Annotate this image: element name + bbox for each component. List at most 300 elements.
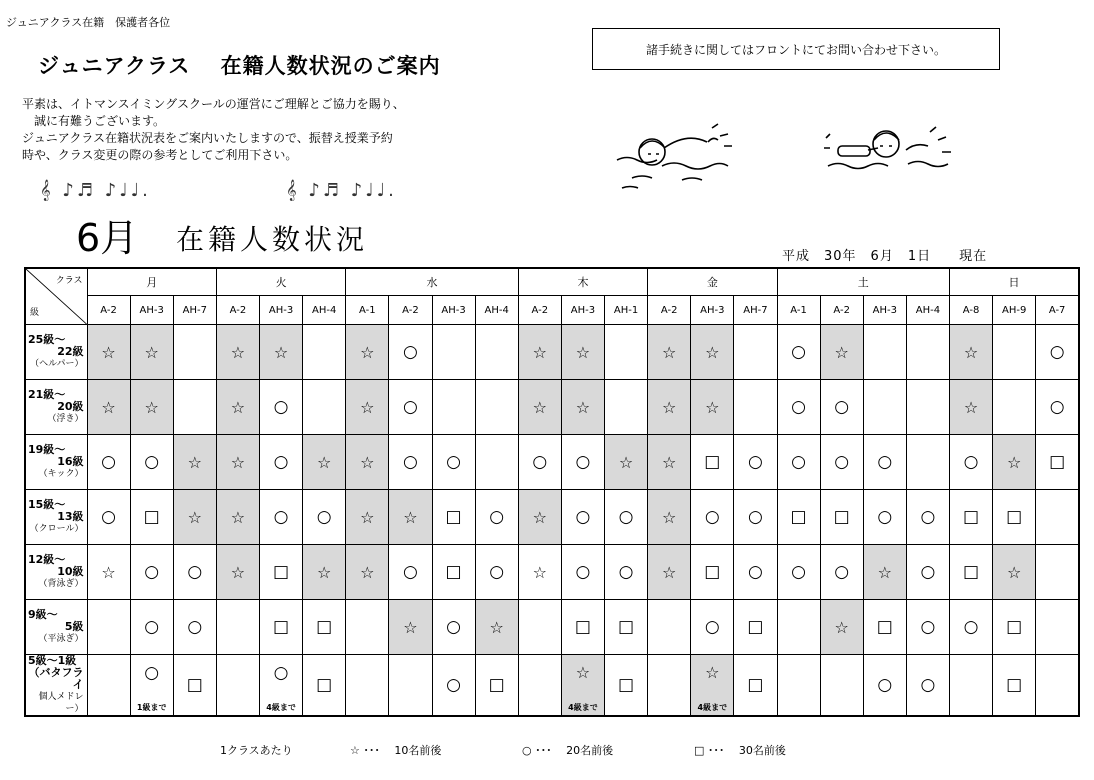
status-symbol: ☆ (360, 342, 375, 362)
status-symbol: ○ (920, 675, 936, 695)
status-cell (475, 655, 518, 717)
status-cell (216, 655, 259, 717)
status-cell (518, 655, 561, 717)
status-symbol: ☆ (403, 617, 418, 637)
status-cell (303, 325, 346, 380)
status-cell (216, 490, 259, 545)
status-cell (561, 435, 604, 490)
status-symbol: ☆ (317, 562, 332, 582)
status-cell (303, 435, 346, 490)
level-label (25, 490, 87, 545)
status-cell (820, 490, 863, 545)
status-symbol: ○ (273, 507, 289, 527)
status-cell (173, 600, 216, 655)
level-label-line: 25級～ (28, 333, 66, 346)
status-symbol: ☆ (532, 397, 547, 417)
music-notes-decoration: 𝄞 ♪♬ ♪♩♩. (40, 180, 151, 201)
level-label-line: （背泳ぎ） (38, 579, 84, 589)
status-symbol: ☆ (705, 397, 720, 417)
status-cell (130, 325, 173, 380)
class-header: A-2 (87, 296, 130, 325)
status-symbol: ○ (877, 507, 893, 527)
level-label-line: 19級～ (28, 443, 66, 456)
status-cell (475, 435, 518, 490)
status-cell (561, 655, 604, 717)
music-notes-decoration: 𝄞 ♪♬ ♪♩♩. (286, 180, 397, 201)
status-cell (518, 380, 561, 435)
status-symbol: □ (186, 675, 203, 695)
status-symbol: □ (704, 562, 721, 582)
status-symbol: ○ (575, 452, 591, 472)
level-label-line: 21級～ (28, 388, 66, 401)
status-cell (863, 545, 906, 600)
status-cell (346, 490, 389, 545)
level-label-line: 16級 (57, 455, 84, 468)
status-cell (648, 380, 691, 435)
status-cell (777, 655, 820, 717)
status-cell (820, 435, 863, 490)
day-header: 木 (518, 268, 647, 296)
level-label-line: （クロール） (29, 524, 84, 534)
day-header: 月 (87, 268, 216, 296)
level-limit-note: 4級まで (568, 703, 598, 712)
status-symbol: ○ (877, 452, 893, 472)
table-row (25, 380, 1079, 435)
status-cell (260, 545, 303, 600)
status-cell (863, 600, 906, 655)
status-cell (173, 435, 216, 490)
status-symbol: ○ (101, 507, 116, 527)
status-symbol: □ (445, 562, 462, 582)
level-label-line: 15級～ (28, 498, 66, 511)
status-cell (260, 435, 303, 490)
status-cell (346, 655, 389, 717)
class-header: AH-3 (260, 296, 303, 325)
status-cell (173, 490, 216, 545)
status-cell (734, 490, 777, 545)
status-cell (87, 435, 130, 490)
class-header: A-2 (518, 296, 561, 325)
day-header: 水 (346, 268, 519, 296)
notice-text: 諸手続きに関してはフロントにてお問い合わせ下さい。 (645, 42, 946, 57)
status-cell (820, 380, 863, 435)
status-cell (130, 655, 173, 717)
status-symbol: □ (876, 617, 893, 637)
status-symbol: ○ (446, 617, 461, 637)
status-title: 在籍人数状況 (176, 223, 369, 256)
status-cell (475, 600, 518, 655)
status-cell (648, 545, 691, 600)
status-cell (820, 655, 863, 717)
status-cell (216, 380, 259, 435)
legend-circle: ○ ･･･ 20名前後 (522, 744, 614, 757)
level-label (25, 380, 87, 435)
status-cell (303, 600, 346, 655)
status-symbol: ☆ (1007, 562, 1022, 582)
status-symbol: ☆ (705, 663, 720, 682)
status-symbol: □ (488, 675, 505, 695)
status-symbol: □ (273, 617, 290, 637)
level-label (25, 545, 87, 600)
status-cell (260, 600, 303, 655)
level-limit-note: 4級まで (266, 703, 296, 712)
status-cell (389, 435, 432, 490)
level-label-line: 個人メドレー） (38, 692, 84, 714)
status-symbol: ○ (1049, 397, 1065, 417)
status-symbol: ○ (403, 452, 418, 472)
status-cell (993, 435, 1036, 490)
status-cell (518, 325, 561, 380)
status-symbol: □ (747, 617, 764, 637)
status-cell (691, 325, 734, 380)
status-cell (820, 545, 863, 600)
status-symbol: ○ (877, 675, 893, 695)
status-cell (691, 380, 734, 435)
level-label (25, 600, 87, 655)
status-symbol: ☆ (273, 342, 289, 362)
status-symbol: ☆ (532, 507, 547, 527)
status-cell (950, 655, 993, 717)
status-symbol: ☆ (662, 452, 677, 472)
status-cell (863, 380, 906, 435)
status-cell (906, 600, 949, 655)
status-symbol: □ (1006, 507, 1023, 527)
status-cell (475, 545, 518, 600)
status-symbol: ☆ (144, 342, 159, 362)
status-cell (87, 325, 130, 380)
level-label-line: （ヘルパー） (30, 359, 84, 369)
status-symbol: □ (618, 675, 635, 695)
status-cell (605, 655, 648, 717)
enrollment-table (24, 267, 1080, 717)
status-symbol: ☆ (705, 342, 720, 362)
status-cell (777, 490, 820, 545)
status-symbol: ○ (575, 562, 591, 582)
level-label (25, 655, 87, 717)
status-symbol: ○ (704, 507, 720, 527)
table-row (25, 655, 1079, 717)
legend-star: ☆ ･･･ 10名前後 (350, 744, 442, 757)
status-symbol: ○ (403, 342, 418, 362)
status-symbol: ○ (618, 562, 634, 582)
intro-line: 誠に有難うございます。 (34, 114, 166, 128)
status-cell (389, 325, 432, 380)
status-cell (691, 655, 734, 717)
level-limit-note: 4級まで (697, 703, 728, 712)
status-cell (173, 325, 216, 380)
notice-box (592, 28, 1000, 70)
table-row (25, 325, 1079, 380)
status-symbol: ☆ (532, 562, 547, 582)
status-cell (346, 380, 389, 435)
status-cell (1036, 655, 1079, 717)
status-symbol: ○ (1049, 342, 1065, 362)
status-cell (993, 545, 1036, 600)
status-cell (863, 655, 906, 717)
status-cell (432, 545, 475, 600)
status-symbol: □ (747, 675, 764, 695)
month-label: 6月 (76, 216, 139, 260)
class-header: A-2 (648, 296, 691, 325)
status-cell (130, 435, 173, 490)
status-cell (389, 545, 432, 600)
status-symbol: □ (1049, 452, 1066, 472)
status-symbol: ○ (963, 452, 979, 472)
status-symbol: ☆ (403, 507, 418, 527)
status-symbol: □ (445, 507, 462, 527)
status-cell (303, 655, 346, 717)
table-corner (25, 268, 87, 325)
corner-level-label: 級 (30, 308, 40, 318)
status-cell (906, 435, 949, 490)
status-cell (993, 655, 1036, 717)
status-cell (561, 490, 604, 545)
status-cell (906, 380, 949, 435)
status-symbol: ○ (575, 507, 591, 527)
day-header: 金 (648, 268, 777, 296)
status-symbol: □ (574, 617, 591, 637)
class-header: AH-7 (173, 296, 216, 325)
status-cell (561, 325, 604, 380)
status-cell (303, 545, 346, 600)
intro-line: 時や、クラス変更の際の参考としてご利用下さい。 (22, 148, 298, 162)
class-header: AH-7 (734, 296, 777, 325)
status-cell (734, 545, 777, 600)
status-cell (173, 380, 216, 435)
class-header: A-2 (820, 296, 863, 325)
status-cell (648, 655, 691, 717)
status-cell (475, 325, 518, 380)
status-cell (1036, 380, 1079, 435)
level-limit-note: 1級まで (136, 703, 167, 712)
table-row (25, 435, 1079, 490)
corner-class-label: クラス (55, 276, 83, 286)
status-cell (1036, 600, 1079, 655)
status-symbol: □ (273, 562, 290, 582)
status-cell (691, 600, 734, 655)
legend-square: □ ･･･ 30名前後 (694, 744, 786, 757)
status-cell (950, 380, 993, 435)
status-cell (346, 435, 389, 490)
status-cell (216, 545, 259, 600)
status-symbol: ☆ (575, 342, 591, 362)
level-label-line: （平泳ぎ） (38, 634, 84, 644)
status-cell (303, 380, 346, 435)
status-symbol: ○ (144, 562, 160, 582)
status-symbol: ○ (834, 562, 850, 582)
status-cell (260, 325, 303, 380)
status-symbol: ○ (920, 562, 936, 582)
legend-per-class: 1クラスあたり (220, 744, 293, 757)
status-symbol: ☆ (144, 397, 159, 417)
status-cell (389, 380, 432, 435)
status-cell (605, 600, 648, 655)
status-symbol: ☆ (877, 562, 892, 582)
status-symbol: □ (963, 562, 980, 582)
status-cell (820, 600, 863, 655)
class-header: A-2 (389, 296, 432, 325)
status-cell (260, 490, 303, 545)
status-cell (993, 380, 1036, 435)
level-label (25, 435, 87, 490)
status-cell (475, 380, 518, 435)
status-cell (950, 545, 993, 600)
class-header: AH-3 (561, 296, 604, 325)
status-symbol: ○ (273, 663, 289, 683)
status-symbol: ○ (791, 342, 806, 362)
status-symbol: ○ (273, 452, 289, 472)
status-symbol: ○ (187, 617, 203, 637)
status-symbol: ○ (273, 397, 289, 417)
class-header: A-1 (346, 296, 389, 325)
status-symbol: ○ (920, 617, 936, 637)
table-row (25, 600, 1079, 655)
status-symbol: ☆ (230, 507, 246, 527)
page-title: ジュニアクラス 在籍人数状況のご案内 (38, 54, 441, 78)
status-cell (389, 655, 432, 717)
status-symbol: ○ (144, 452, 160, 472)
status-symbol: □ (963, 507, 980, 527)
class-header: A-2 (216, 296, 259, 325)
class-header: AH-3 (432, 296, 475, 325)
level-label-line: （キック） (38, 469, 84, 479)
status-cell (87, 600, 130, 655)
status-symbol: ☆ (1007, 452, 1022, 472)
status-cell (260, 655, 303, 717)
status-symbol: ○ (144, 663, 160, 683)
status-cell (173, 545, 216, 600)
status-symbol: ☆ (101, 562, 116, 582)
status-symbol: ☆ (618, 452, 634, 472)
status-symbol: ☆ (489, 617, 504, 637)
status-cell (950, 490, 993, 545)
status-cell (87, 490, 130, 545)
status-symbol: ☆ (834, 617, 849, 637)
status-cell (303, 490, 346, 545)
status-cell (605, 435, 648, 490)
swimmer-with-kickboard-illustration (818, 120, 968, 190)
status-cell (777, 380, 820, 435)
status-symbol: □ (704, 452, 721, 472)
status-symbol: ☆ (662, 562, 677, 582)
status-cell (734, 380, 777, 435)
status-cell (518, 490, 561, 545)
status-cell (950, 325, 993, 380)
level-label-line: 9級～ (28, 608, 58, 621)
status-symbol: ○ (834, 452, 850, 472)
status-cell (950, 435, 993, 490)
status-cell (518, 545, 561, 600)
table-row (25, 545, 1079, 600)
status-symbol: ○ (791, 397, 806, 417)
level-label-line: 5級 (64, 620, 84, 633)
status-symbol: ○ (144, 617, 160, 637)
status-symbol: ○ (748, 507, 763, 527)
day-header: 火 (216, 268, 345, 296)
status-cell (993, 490, 1036, 545)
status-symbol: ☆ (575, 397, 591, 417)
status-cell (734, 655, 777, 717)
status-symbol: ○ (791, 562, 806, 582)
status-symbol: ○ (704, 617, 720, 637)
status-cell (1036, 435, 1079, 490)
status-symbol: ○ (187, 562, 203, 582)
status-symbol: ○ (489, 507, 505, 527)
status-cell (432, 435, 475, 490)
status-cell (561, 380, 604, 435)
table-row (25, 490, 1079, 545)
recipient-label: ジュニアクラス在籍 保護者各位 (6, 16, 171, 29)
status-symbol: ○ (489, 562, 505, 582)
status-symbol: ○ (791, 452, 806, 472)
status-cell (518, 600, 561, 655)
level-label-line: 5級～1級 (28, 654, 77, 667)
class-header: A-8 (950, 296, 993, 325)
status-cell (906, 655, 949, 717)
status-symbol: □ (316, 617, 333, 637)
status-symbol: ☆ (101, 397, 116, 417)
status-cell (906, 545, 949, 600)
status-symbol: ☆ (963, 342, 979, 362)
status-symbol: ☆ (575, 663, 591, 682)
status-cell (648, 325, 691, 380)
day-header: 土 (777, 268, 950, 296)
status-cell (260, 380, 303, 435)
class-header: A-7 (1036, 296, 1079, 325)
status-symbol: ☆ (230, 397, 246, 417)
status-symbol: □ (143, 507, 160, 527)
status-cell (648, 435, 691, 490)
swimmer-illustration (612, 118, 762, 196)
level-label-line: 10級 (57, 565, 84, 578)
status-symbol: ○ (532, 452, 548, 472)
status-cell (130, 600, 173, 655)
status-cell (993, 325, 1036, 380)
status-symbol: □ (790, 507, 807, 527)
status-cell (605, 380, 648, 435)
status-cell (389, 490, 432, 545)
status-cell (346, 325, 389, 380)
status-symbol: ○ (920, 507, 936, 527)
intro-text (22, 96, 472, 164)
level-label-line: 13級 (57, 510, 84, 523)
class-header: A-1 (777, 296, 820, 325)
status-symbol: ☆ (230, 452, 246, 472)
class-header: AH-4 (475, 296, 518, 325)
status-cell (432, 600, 475, 655)
status-cell (648, 490, 691, 545)
status-symbol: ○ (446, 675, 461, 695)
status-cell (820, 325, 863, 380)
status-cell (87, 545, 130, 600)
date-label: 平成 30年 6月 1日 現在 (782, 249, 988, 264)
status-symbol: ○ (748, 562, 763, 582)
status-symbol: ○ (403, 562, 418, 582)
status-cell (130, 490, 173, 545)
status-cell (432, 380, 475, 435)
status-cell (1036, 325, 1079, 380)
intro-line: ジュニアクラス在籍状況表をご案内いたしますので、振替え授業予約 (22, 131, 393, 145)
status-cell (346, 545, 389, 600)
status-symbol: ☆ (187, 507, 202, 527)
status-cell (605, 545, 648, 600)
level-label-line: （浮き） (47, 414, 84, 424)
status-cell (691, 490, 734, 545)
status-cell (691, 545, 734, 600)
status-cell (130, 380, 173, 435)
status-symbol: ☆ (360, 452, 375, 472)
level-label (25, 325, 87, 380)
